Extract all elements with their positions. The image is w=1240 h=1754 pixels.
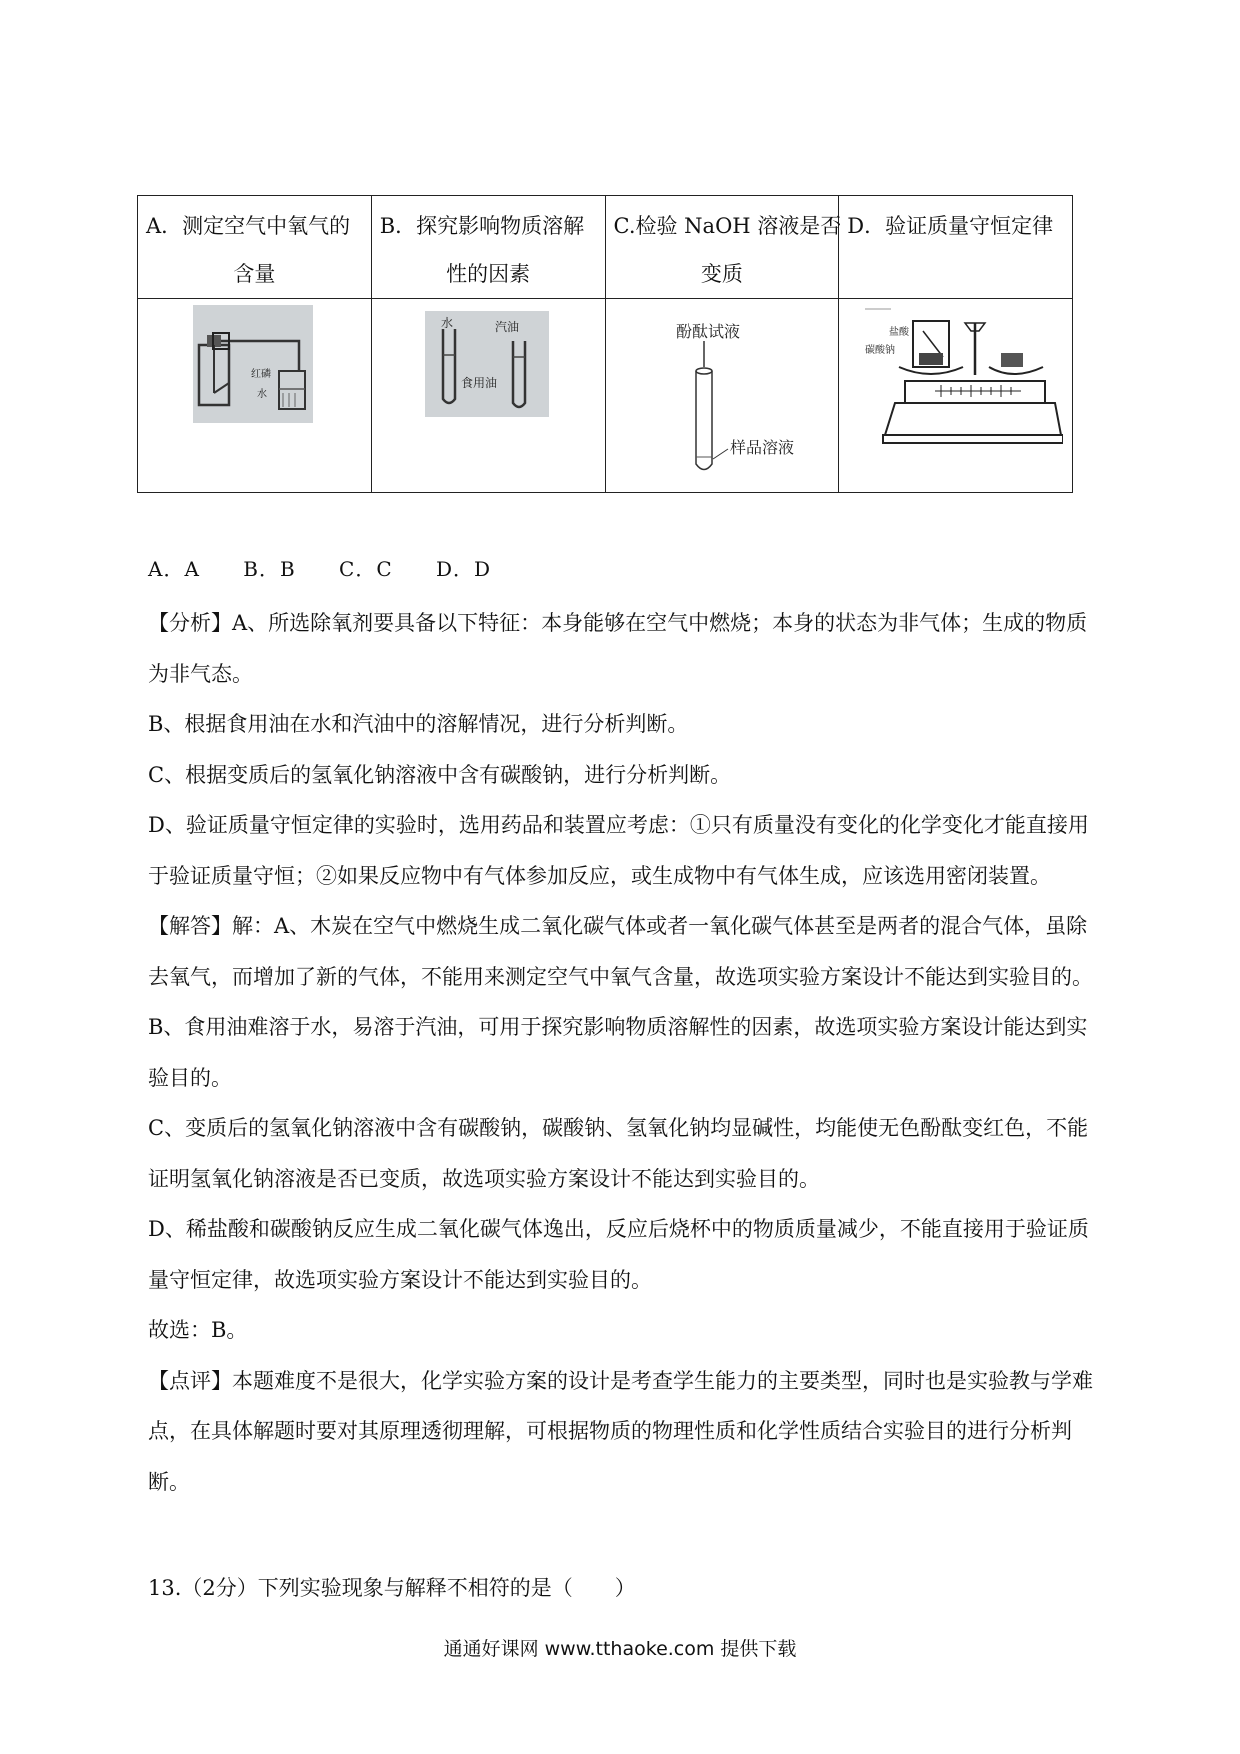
figure-cell-d bbox=[839, 299, 1073, 493]
label-sodium-carbonate: 碳酸钠 bbox=[865, 345, 896, 356]
analysis-d: D、验证质量守恒定律的实验时，选用药品和装置应考虑：①只有质量没有变化的化学变化才能直接用于验证质量守恒；②如果反应物中有气体参加反应，或生成物中有气体生成，应该选用密闭装置。 bbox=[148, 813, 1089, 888]
answer-d: D、稀盐酸和碳酸钠反应生成二氧化碳气体逸出，反应后烧杯中的物质质量减少，不能直接用于验证质量守恒定律，故选项实验方案设计不能达到实验目的。 bbox=[148, 1217, 1089, 1292]
option-d: D．D bbox=[435, 557, 492, 581]
balance-scale-figure bbox=[851, 305, 1063, 465]
header-b-line2: 性的因素 bbox=[446, 262, 531, 286]
answer-b: B、食用油难溶于水，易溶于汽油，可用于探究影响物质溶解性的因素，故选项实验方案设计能达到实验目的。 bbox=[148, 1015, 1088, 1090]
analysis-c: C、根据变质后的氢氧化钠溶液中含有碳酸钠，进行分析判断。 bbox=[148, 762, 732, 787]
option-c: C．C bbox=[339, 557, 393, 581]
label-hydrochloric-acid: 盐酸 bbox=[889, 327, 910, 338]
solubility-tubes-figure bbox=[425, 311, 549, 417]
label-a-water: 水 bbox=[257, 389, 267, 400]
table-figure-row bbox=[138, 299, 1073, 493]
answer-a: 【解答】解：A、木炭在空气中燃烧生成二氧化碳气体或者一氧化碳气体甚至是两者的混合气体，虽除去氧气，而增加了新的气体，不能用来测定空气中氧气含量，故选项实验方案设计不能达到实验目的。 bbox=[148, 914, 1093, 989]
phenolphthalein-tube-figure bbox=[636, 309, 806, 484]
header-cell-b bbox=[371, 196, 605, 299]
label-b-gasoline: 汽油 bbox=[494, 320, 519, 334]
analysis-a: 【分析】A、所选除氧剂要具备以下特征：本身能够在空气中燃烧；本身的状态为非气体；生成的物质为非气态。 bbox=[148, 611, 1088, 686]
header-cell-c bbox=[605, 196, 842, 299]
analysis-b: B、根据食用油在水和汽油中的溶解情况，进行分析判断。 bbox=[148, 712, 689, 736]
label-phenolphthalein: 酚酞试液 bbox=[675, 322, 740, 341]
table-header-row bbox=[138, 196, 1073, 299]
header-a-line1: A．测定空气中氧气的 bbox=[146, 214, 351, 238]
header-cell-d bbox=[839, 196, 1073, 299]
label-red-phosphorus: 红磷 bbox=[251, 369, 271, 380]
comment: 【点评】本题难度不是很大，化学实验方案的设计是考查学生能力的主要类型，同时也是实验教与学难点，在具体解题时要对其原理透彻理解，可根据物质的物理性质和化学性质结合实验目的进行分析判断。 bbox=[148, 1368, 1093, 1494]
answer-options bbox=[148, 553, 527, 582]
oxygen-apparatus-figure bbox=[193, 305, 313, 423]
page-footer: 通通好课网 www.tthaoke.com 提供下载 bbox=[443, 1638, 797, 1660]
final-choice: 故选：B。 bbox=[148, 1318, 248, 1342]
header-c-line1: C.检验 NaOH 溶液是否 bbox=[613, 214, 842, 238]
option-a: A．A bbox=[148, 557, 200, 581]
header-cell-a bbox=[138, 196, 372, 299]
experiment-table bbox=[137, 195, 1073, 493]
header-a-line2: 含量 bbox=[233, 262, 276, 286]
question-13: 13.（2分）下列实验现象与解释不相符的是（ ） bbox=[148, 1576, 636, 1600]
solution-body bbox=[148, 598, 1106, 1507]
option-b: B．B bbox=[243, 557, 296, 581]
figure-cell-a bbox=[138, 299, 372, 493]
header-b-line1: B．探究影响物质溶解 bbox=[379, 214, 585, 238]
figure-cell-b bbox=[371, 299, 605, 493]
label-sample-solution: 样品溶液 bbox=[729, 438, 794, 457]
header-c-line2: 变质 bbox=[700, 262, 743, 286]
figure-cell-c bbox=[605, 299, 839, 493]
answer-c: C、变质后的氢氧化钠溶液中含有碳酸钠，碳酸钠、氢氧化钠均显碱性，均能使无色酚酞变红色，不能证明氢氧化钠溶液是否已变质，故选项实验方案设计不能达到实验目的。 bbox=[148, 1116, 1089, 1191]
header-d-line1: D．验证质量守恒定律 bbox=[847, 214, 1054, 238]
label-b-water: 水 bbox=[440, 316, 453, 330]
label-b-oil: 食用油 bbox=[460, 376, 497, 390]
